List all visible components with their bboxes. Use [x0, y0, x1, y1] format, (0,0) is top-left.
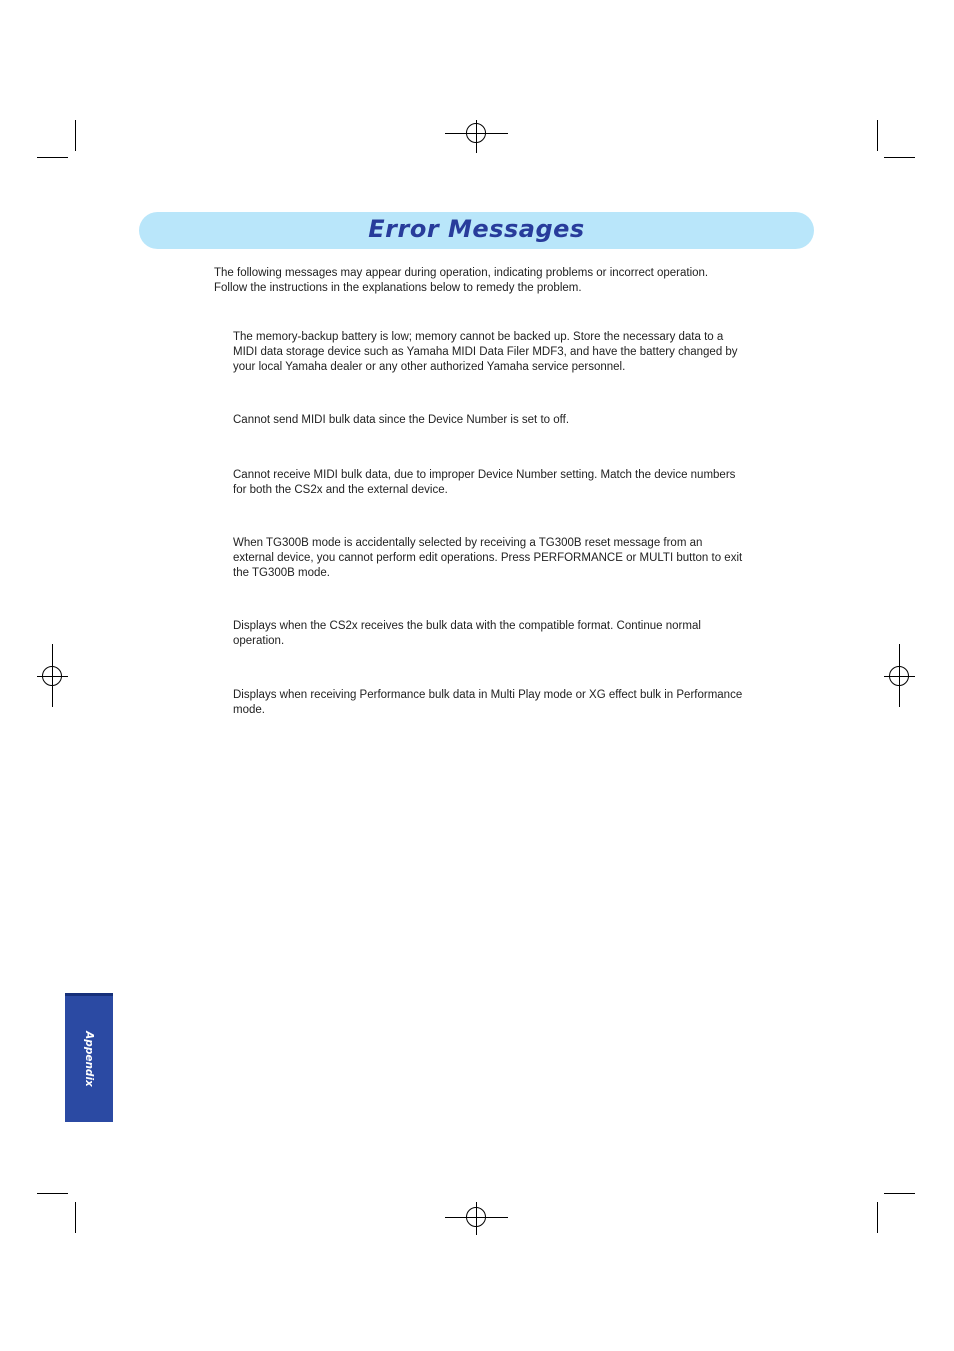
message-description-tg300b: When TG300B mode is accidentally selected by receiving a TG300B reset message from an external device, you cannot perform edit operations. Press PERFORMANCE or MULTI button to exit the TG300B mode.: [233, 537, 743, 579]
page-title: Error Messages: [368, 215, 585, 243]
side-tab-appendix: [65, 993, 113, 1122]
message-description-device-mismatch: Cannot receive MIDI bulk data, due to improper Device Number setting. Match the device numbers for both the CS2x and the external device.: [233, 469, 736, 496]
title-band: [139, 212, 814, 249]
message-description-battery: The memory-backup battery is low; memory cannot be backed up. Store the necessary data to a MIDI data storage device such as Yamaha MIDI Data Filer MDF3, and have the battery changed by your local Yamaha dealer or any other authorized Yamaha service personnel.: [233, 331, 738, 373]
message-description-device-off: Cannot send MIDI bulk data since the Device Number is set to off.: [233, 414, 570, 426]
intro-text: The following messages may appear during operation, indicating problems or incorrect operation. Follow the instructions in the explanations below to remedy the problem.: [214, 267, 709, 294]
message-description-bulk-mode: Displays when receiving Performance bulk data in Multi Play mode or XG effect bulk in Performance mode.: [233, 689, 743, 716]
side-tab-label: Appendix: [83, 1031, 95, 1087]
message-description-bulk-compatible: Displays when the CS2x receives the bulk data with the compatible format. Continue normal operation.: [233, 620, 701, 647]
